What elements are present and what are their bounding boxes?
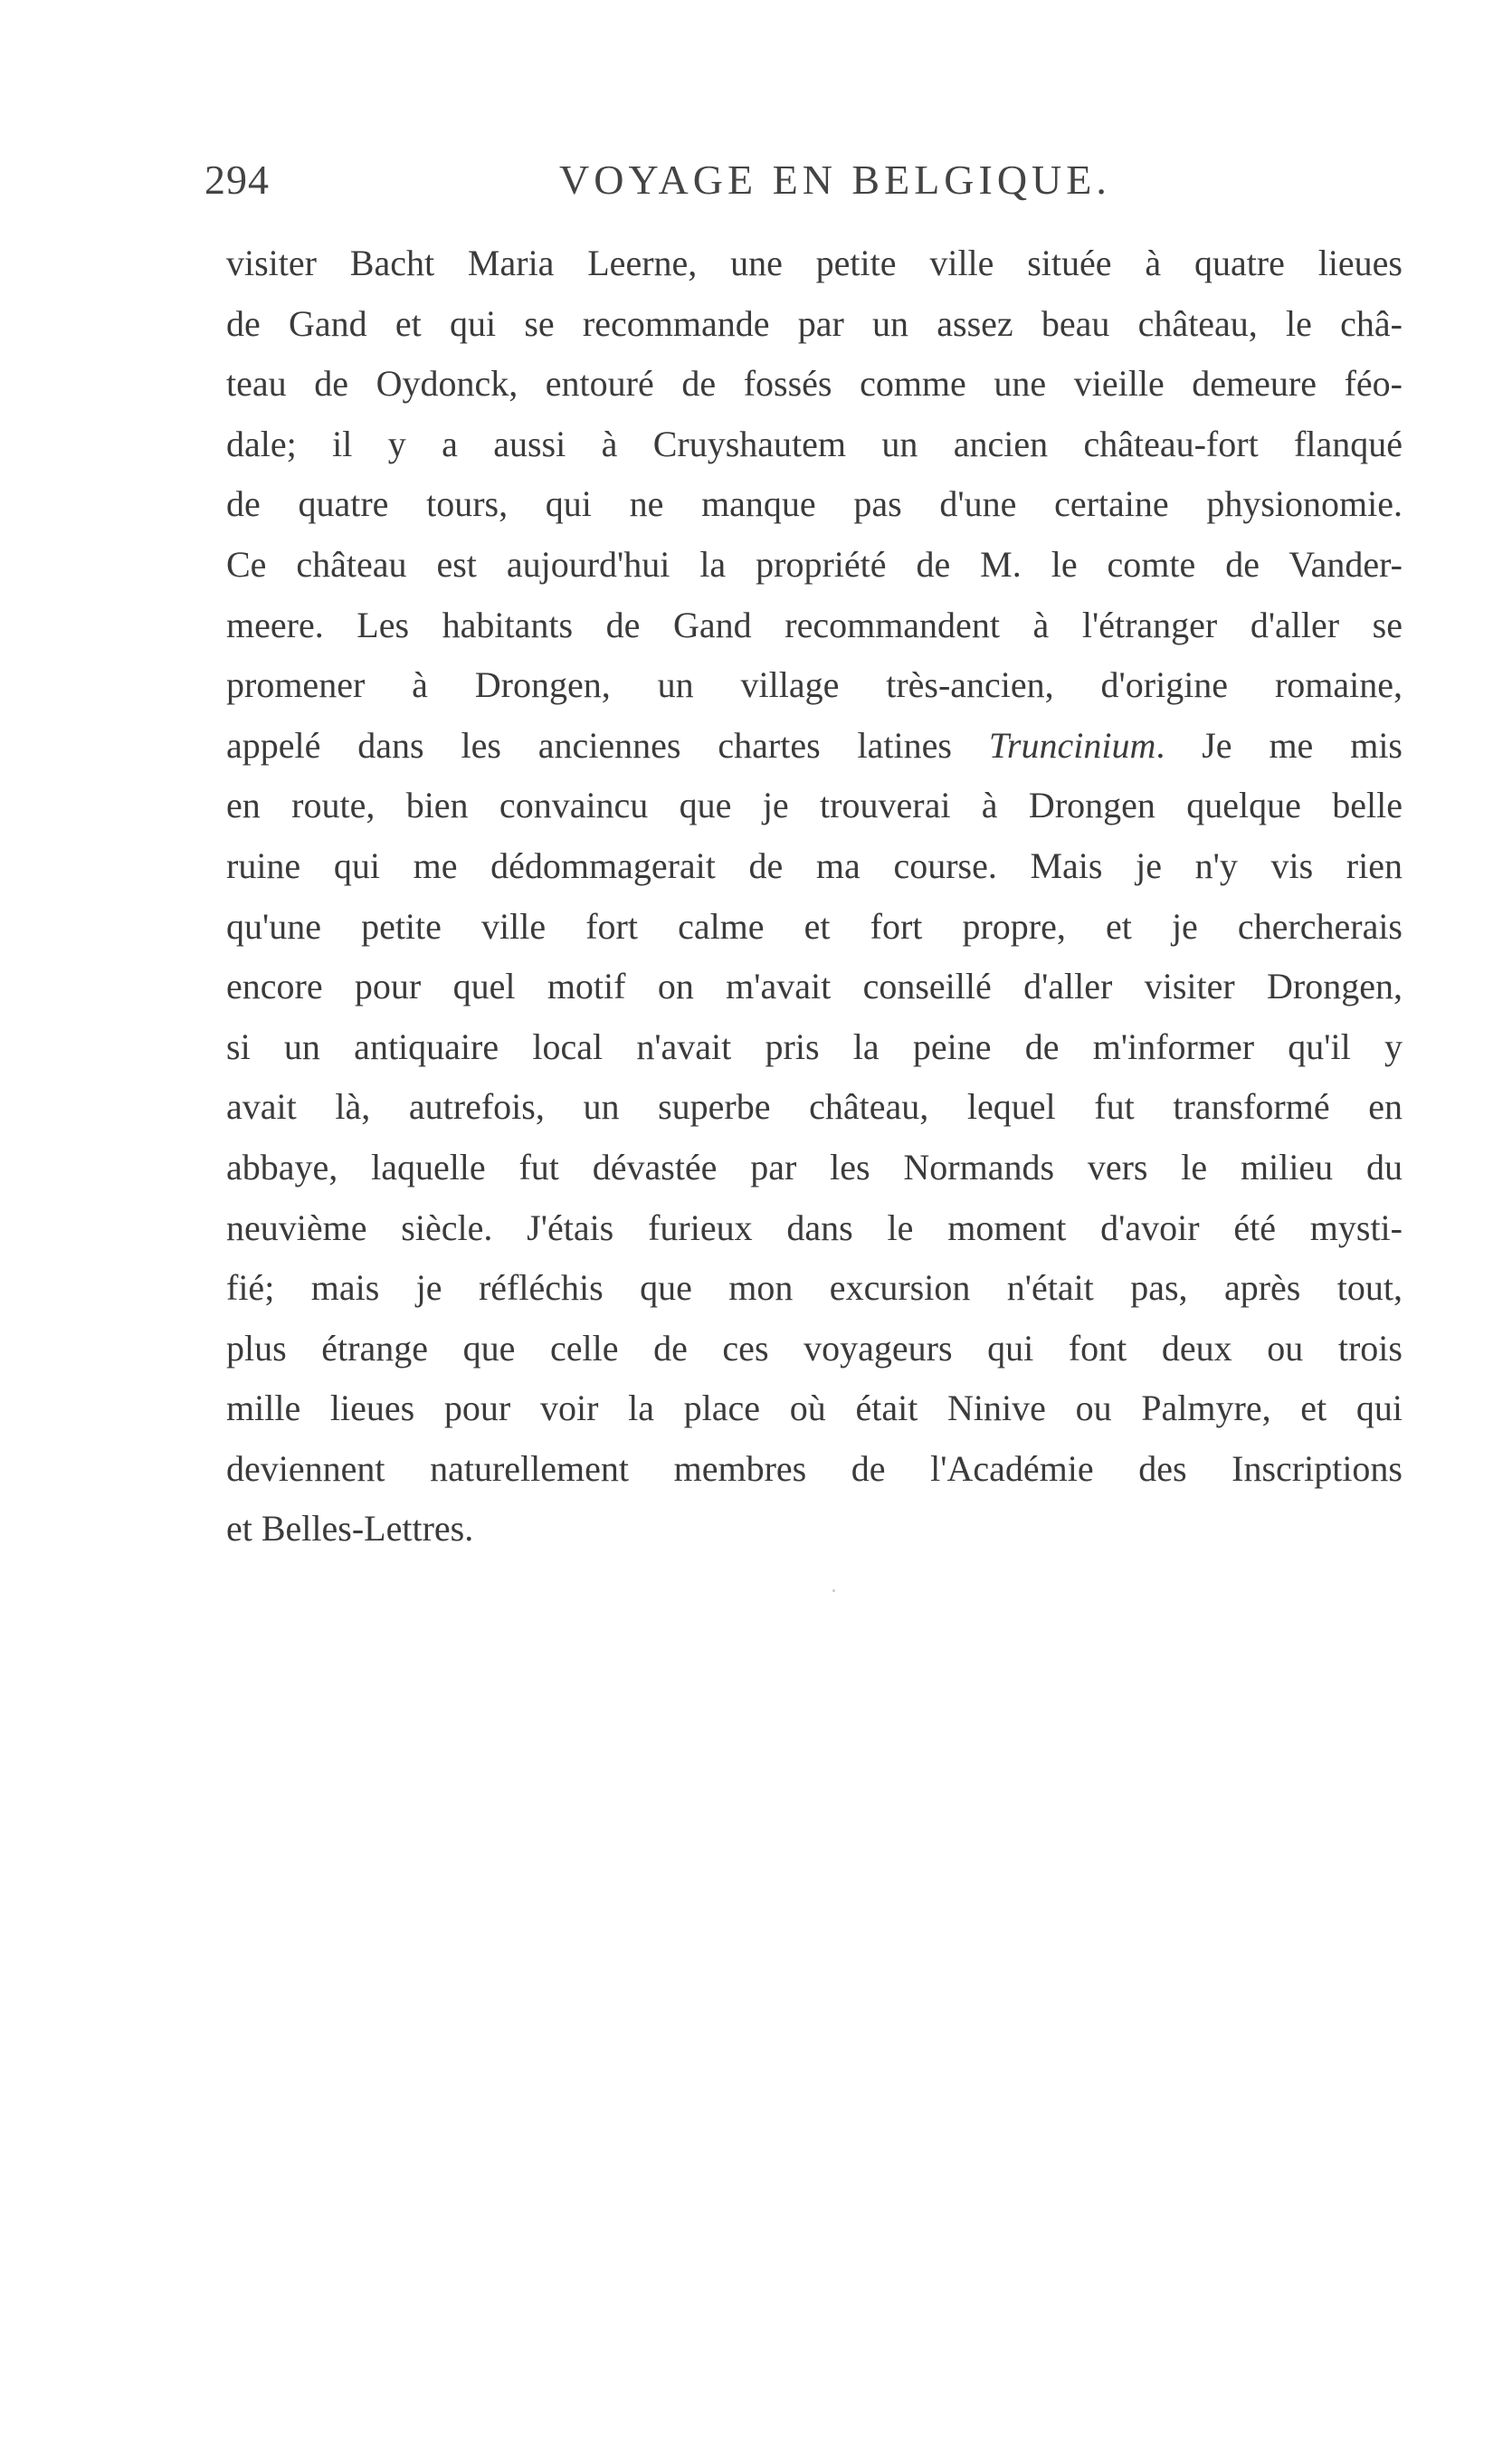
text-line: de Gand et qui se recommande par un assez beau château, le châ-	[226, 302, 1403, 344]
text-line: avait là, autrefois, un superbe château, lequel fut transformé en	[226, 1086, 1403, 1128]
body-text	[226, 234, 1403, 1560]
text-line: en route, bien convaincu que je trouverai à Drongen quelque belle	[226, 785, 1403, 826]
text-line: fié; mais je réfléchis que mon excursion n'était pas, après tout,	[226, 1267, 1403, 1309]
text-line: plus étrange que celle de ces voyageurs qui font deux ou trois	[226, 1327, 1403, 1369]
text-line: si un antiquaire local n'avait pris la peine de m'informer qu'il y	[226, 1025, 1403, 1067]
text-line: mille lieues pour voir la place où était Ninive ou Palmyre, et qui	[226, 1388, 1403, 1429]
latin-name-italic: Truncinium	[988, 724, 1156, 766]
text-line-with-italic	[226, 716, 1403, 777]
text-line: qu'une petite ville fort calme et fort propre, et je chercherais	[226, 905, 1403, 947]
text-segment: appelé dans les anciennes chartes latines	[226, 724, 989, 766]
text-line: abbaye, laquelle fut dévastée par les Normands vers le milieu du	[226, 1146, 1403, 1188]
paper-speck	[832, 1589, 835, 1592]
text-line: meere. Les habitants de Gand recommandent à l'étranger d'aller se	[226, 604, 1403, 645]
text-line: neuvième siècle. J'étais furieux dans le moment d'avoir été mysti-	[226, 1207, 1403, 1248]
text-line: encore pour quel motif on m'avait conseillé d'aller visiter Drongen,	[226, 966, 1403, 1007]
text-line-last: et Belles-Lettres.	[226, 1508, 474, 1550]
text-line: de quatre tours, qui ne manque pas d'une certaine physionomie.	[226, 483, 1403, 525]
text-line: Ce château est aujourd'hui la propriété de M. le comte de Vander-	[226, 543, 1403, 585]
text-line: ruine qui me dédommagerait de ma course. Mais je n'y vis rien	[226, 844, 1403, 886]
text-line: teau de Oydonck, entouré de fossés comme une vieille demeure féo-	[226, 363, 1403, 405]
text-line: visiter Bacht Maria Leerne, une petite ville située à quatre lieues	[226, 243, 1403, 283]
text-segment: . Je me mis	[1155, 724, 1403, 766]
text-line: dale; il y a aussi à Cruyshautem un ancien château-fort flanqué	[226, 423, 1403, 464]
page-number: 294	[204, 157, 270, 203]
text-line: deviennent naturellement membres de l'Académie des Inscriptions	[226, 1447, 1403, 1489]
running-head: VOYAGE EN BELGIQUE.	[559, 157, 1111, 203]
text-line: promener à Drongen, un village très-ancien, d'origine romaine,	[226, 664, 1403, 706]
